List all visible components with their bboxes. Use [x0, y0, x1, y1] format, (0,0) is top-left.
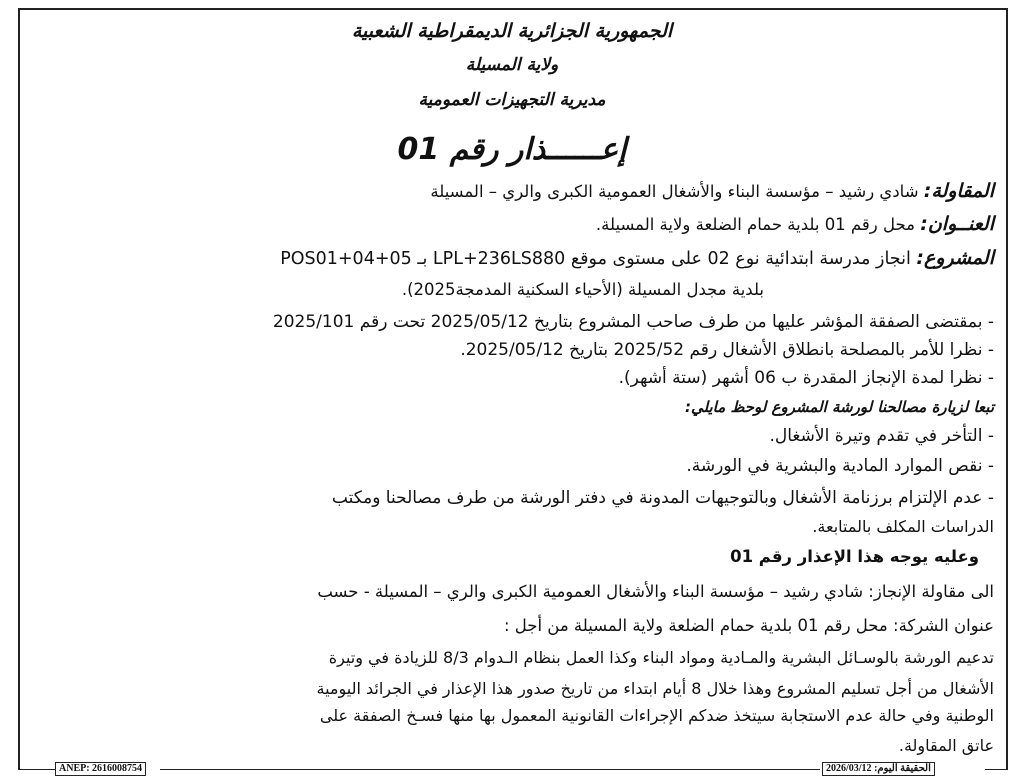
footer-rule-left	[18, 769, 58, 770]
anep-reference: ANEP: 2616008754	[55, 762, 146, 776]
body-line-1: الى مقاولة الإنجاز: شادي رشيد – مؤسسة البناء والأشغال العمومية الكبرى والري – المسيلة - حسب	[317, 582, 994, 601]
footer-rule-middle	[160, 769, 820, 770]
body-line-2: عنوان الشركة: محل رقم 01 بلدية حمام الضلعة ولاية المسيلة من أجل :	[503, 616, 994, 635]
body-line-6: عاتق المقاولة.	[898, 736, 994, 755]
project-value: انجاز مدرسة ابتدائية نوع 02 على مستوى موقع LPL+236LS880 بـ POS01+04+05	[280, 249, 911, 269]
contractor-label: المقاولة:	[923, 180, 994, 202]
notice-title: إعــــــذار رقم 01	[397, 132, 627, 167]
newspaper-date: الحقيقة اليوم: 2026/03/12	[822, 762, 935, 776]
footer	[0, 762, 1024, 778]
observation-2: - نقص الموارد المادية والبشرية في الورشة.	[686, 456, 994, 476]
project-value-2: بلدية مجدل المسيلة (الأحياء السكنية المدمجة2025).	[401, 280, 764, 299]
observation-4: الدراسات المكلف بالمتابعة.	[812, 517, 994, 536]
consideration-3: - نظرا لمدة الإنجاز المقدرة ب 06 أشهر (ستة أشهر).	[618, 368, 994, 388]
footer-rule-right	[985, 769, 1006, 770]
consideration-2: - نظرا للأمر بالمصلحة بانطلاق الأشغال رقم 2025/52 بتاريخ 2025/05/12.	[460, 340, 994, 360]
consideration-1: - بمقتضى الصفقة المؤشر عليها من طرف صاحب المشروع بتاريخ 2025/05/12 تحت رقم 2025/101	[272, 312, 994, 332]
wilaya-heading: ولاية المسيلة	[465, 55, 559, 75]
directorate-heading: مديرية التجهيزات العمومية	[418, 90, 606, 110]
visit-intro: تبعا لزيارة مصالحنا لورشة المشروع لوحظ مايلي:	[684, 398, 994, 416]
project-row	[30, 247, 994, 270]
body-line-5: الوطنية وفي حالة عدم الاستجابة سيتخذ ضدكم الإجراءات القانونية المعمول بها منها فسـخ الصفقة على	[319, 706, 994, 725]
notice-heading: وعليه يوجه هذا الإعذار رقم 01	[730, 547, 979, 566]
republic-heading: الجمهورية الجزائرية الديمقراطية الشعبية	[351, 20, 673, 42]
contractor-value: شادي رشيد – مؤسسة البناء والأشغال العمومية الكبرى والري – المسيلة	[430, 182, 919, 201]
address-row	[30, 213, 994, 236]
observation-3: - عدم الإلتزام برزنامة الأشغال وبالتوجيهات المدونة في دفتر الورشة من طرف مصالحنا ومكتب	[331, 488, 994, 508]
address-value: محل رقم 01 بلدية حمام الضلعة ولاية المسيلة.	[595, 215, 915, 234]
project-label: المشروع:	[916, 247, 994, 269]
body-line-3: تدعيم الورشة بالوسـائل البشرية والمـادية ومواد البناء وكذا العمل بنظام الـدوام 8/3 للزيادة في وتيرة	[328, 648, 994, 667]
body-line-4: الأشغال من أجل تسليم المشروع وهذا خلال 8 أيام ابتداء من تاريخ صدور هذا الإعذار في الجرائد اليومية	[316, 679, 994, 698]
observation-1: - التأخر في تقدم وتيرة الأشغال.	[769, 426, 994, 446]
contractor-row	[30, 180, 994, 203]
address-label: العنــوان:	[920, 213, 994, 235]
